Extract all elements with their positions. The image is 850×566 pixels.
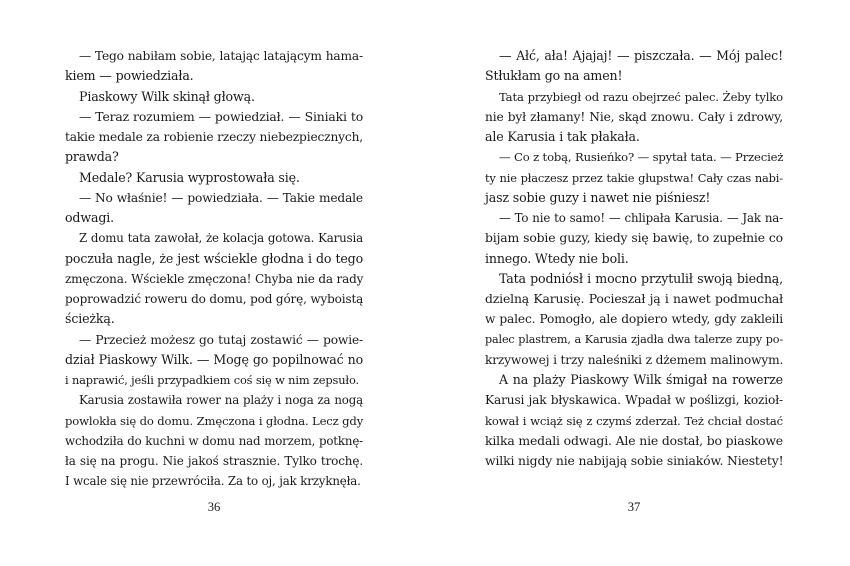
text-line: ła się na progu. Nie jakoś strasznie. Tylko trochę. (65, 454, 363, 468)
text-line: wilki nigdy nie nabijają sobie siniaków. Niestety! (485, 453, 784, 468)
text-line: Karusia zostawiła rower na plaży i noga za nogą (79, 393, 363, 408)
text-line: w palec. Pomogło, ale dopiero wtedy, gdy zakleili (485, 312, 783, 327)
text-line: kiem — powiedziała. (65, 68, 194, 84)
left-page-text (65, 46, 363, 492)
text-line: dzielną Karusię. Pocieszał ją i nawet podmuchał (485, 291, 783, 306)
text-line: Stłukłam go na amen! (485, 68, 623, 84)
text-line: ścieżką. (65, 311, 115, 327)
text-line: — Ałć, ała! Ajajaj! — piszczała. — Mój palec! (499, 48, 783, 63)
text-line: powlokła się do domu. Zmęczona i głodna. Lecz gdy (65, 413, 364, 428)
text-line: A na plaży Piaskowy Wilk śmigał na rowerze (499, 372, 783, 387)
text-line: Karusi jak błyskawica. Wpadał w poślizgi, kozioł- (485, 393, 783, 408)
text-line: — Tego nabiłam sobie, latając latającym hama- (79, 49, 363, 63)
text-line: odwagi. (65, 210, 114, 225)
text-line: I wcale się nie przewróciła. Za to oj, jak krzyknęła. (65, 474, 361, 489)
text-line: innego. Wtedy nie boli. (485, 250, 629, 266)
text-line: Piaskowy Wilk skinął głową. (79, 88, 255, 104)
text-line: palec plastrem, a Karusia zjadła dwa talerze zupy po- (485, 332, 783, 346)
text-line: bijam sobie guzy, kiedy się bawię, to zupełnie co (485, 230, 783, 246)
text-line: kował i wciąż się z czymś zderzał. Też chciał dostać (485, 413, 783, 428)
text-line: i naprawić, jeśli przypadkiem coś się w nim zepsuło. (65, 373, 359, 387)
text-line: kilka medali odwagi. Ale nie dostał, bo piaskowe (485, 432, 783, 448)
text-line: ty nie płaczesz przez takie głupstwa! Cały czas nabi- (485, 170, 783, 185)
text-line: — Teraz rozumiem — powiedział. — Siniaki to (79, 108, 363, 124)
text-line: nie był złamany! Nie, skąd znowu. Cały i zdrowy, (485, 109, 783, 124)
page-number-left: 36 (207, 500, 221, 514)
text-line: Medale? Karusia wyprostowała się. (79, 169, 300, 185)
text-line: ale Karusia i tak płakała. (485, 129, 640, 144)
text-line: wchodziła do kuchni w domu nad morzem, potknę- (65, 433, 363, 448)
text-line: zmęczona. Wściekle zmęczona! Chyba nie da rady (65, 271, 364, 286)
text-line: poprowadzić roweru do domu, pod górę, wyboistą (65, 292, 364, 306)
text-line: prawda? (65, 149, 119, 165)
text-line: krzywowej i trzy naleśniki z dżemem malinowym. (485, 352, 784, 367)
page-number-right: 37 (627, 500, 641, 514)
text-line: — Przecież możesz go tutaj zostawić — powie- (79, 332, 363, 347)
text-line: — Co z tobą, Rusieńko? — spytał tata. — Przecież (499, 150, 784, 165)
text-line: — To nie to samo! — chlipała Karusia. — Jak na- (499, 211, 783, 225)
text-line: takie medale za robienie rzeczy niebezpiecznych, (65, 130, 363, 144)
text-line: poczuła nagle, że jest wściekle głodna i do tego (65, 250, 363, 266)
text-line: dział Piaskowy Wilk. — Mogę go popilnować no (65, 351, 363, 367)
right-page-text (485, 46, 783, 471)
text-line: jasz sobie guzy i nawet nie piśniesz! (485, 189, 711, 205)
text-line: — No właśnie! — powiedziała. — Takie medale (79, 190, 363, 205)
text-line: Z domu tata zawołał, że kolacja gotowa. Karusia (79, 231, 363, 246)
text-line: Tata podniósł i mocno przytulił swoją biedną, (499, 270, 783, 286)
text-line: Tata przybiegł od razu obejrzeć palec. Żeby tylko (499, 89, 783, 104)
